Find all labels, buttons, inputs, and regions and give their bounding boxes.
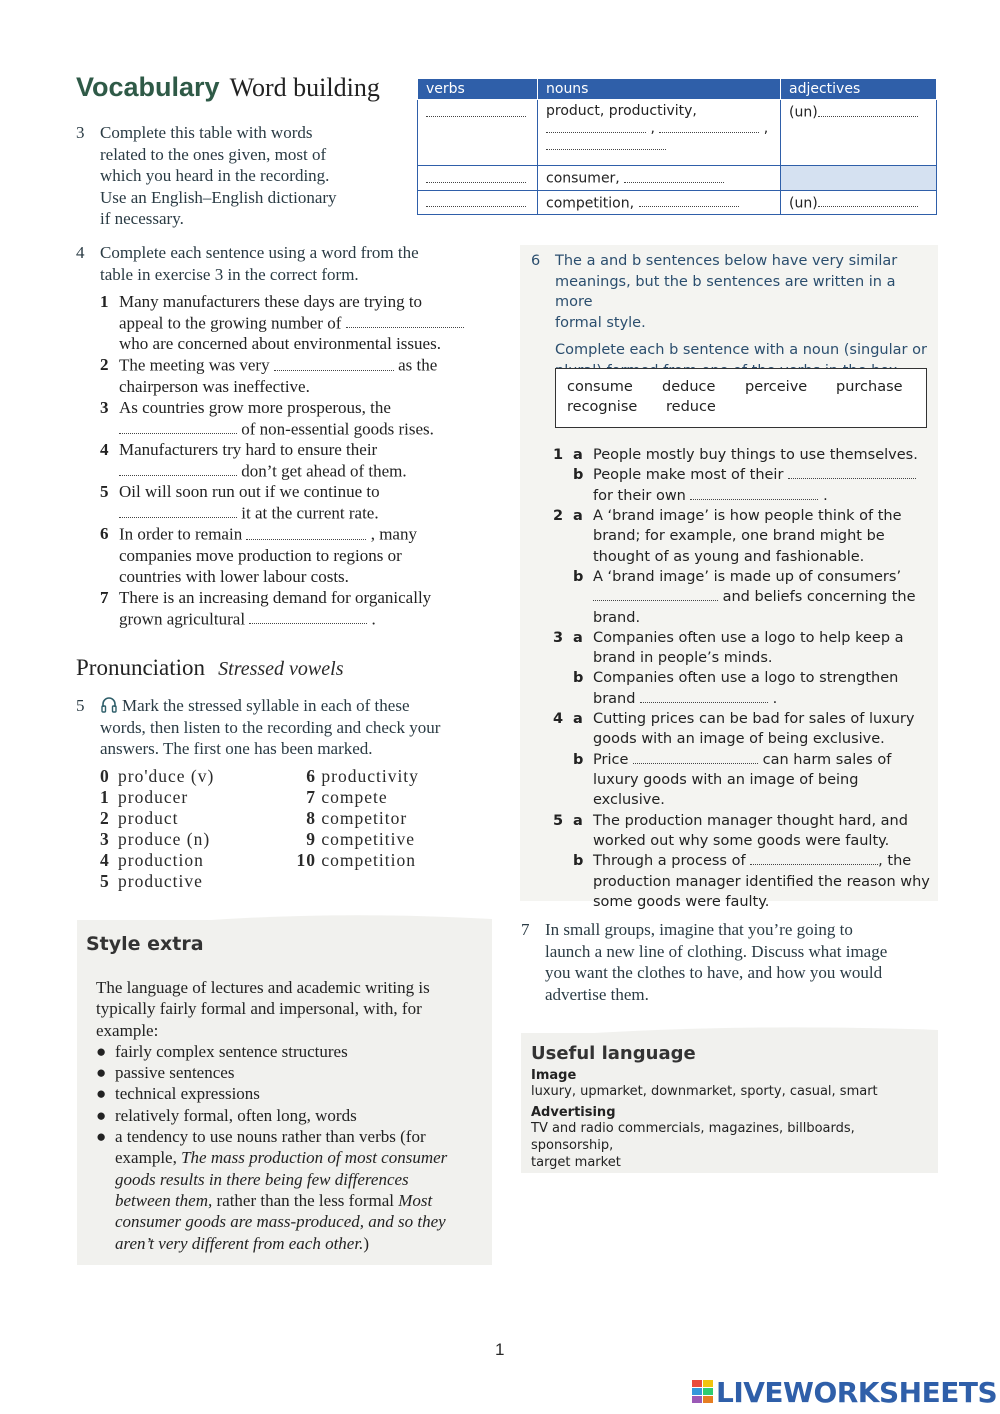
exercise-7: 7 In small groups, imagine that you’re going to launch a new line of clothing. Discuss what image you want the clothes to have, and how you would advertise them.	[521, 920, 888, 1004]
pronunciation-heading: Pronunciation Stressed vowels	[76, 655, 344, 680]
answer-blank[interactable]	[633, 750, 758, 764]
vocabulary-heading: Vocabulary	[76, 72, 220, 102]
style-extra-body: The language of lectures and academic writing is typically fairly formal and impersonal, with, for example: ● fairly complex sentence structures ● passive sentences ● technical expressions ● relatively formal, often long, words ● a tendency to use nouns rather than verbs (for example, The mass production of most consumer goods results in there being few differences between them, rather than the less formal Most consumer goods are mass-produced, and so they aren’t very different from each other.)	[96, 977, 486, 1254]
answer-blank[interactable]	[593, 587, 718, 601]
answer-blank[interactable]	[119, 502, 237, 518]
answer-blank[interactable]	[249, 608, 367, 624]
exercise-6-items	[553, 445, 933, 912]
exercise-6-intro: 6 The a and b sentences below have very similar meanings, but the b sentences are written in a more formal style. Complete each b sentence with a noun (singular or	[531, 253, 927, 358]
list-item: b Companies often use a logo to strengthen brand .	[573, 670, 899, 707]
word-list-right	[288, 766, 419, 871]
exercise-4: 4 Complete each sentence using a word from the table in exercise 3 in the correct form.	[76, 243, 419, 284]
panel-curl-decoration	[77, 905, 492, 935]
liveworksheets-logo-icon	[692, 1380, 714, 1404]
list-item: 2 a A ‘brand image’ is how people think of the brand; for example, one brand might be thought of as young and fashionable.	[553, 507, 902, 565]
answer-blank[interactable]	[274, 354, 394, 370]
answer-blank[interactable]	[690, 486, 818, 500]
answer-blank[interactable]	[119, 460, 237, 476]
list-item: 5 a The production manager thought hard, and worked out why some goods were faulty.	[553, 812, 908, 849]
list-item: ● technical expressions	[96, 1084, 260, 1104]
list-item: ● passive sentences	[96, 1063, 235, 1083]
verb-blank-3[interactable]	[418, 190, 538, 215]
headphones-icon	[100, 696, 118, 714]
list-item[interactable]: 5 productive	[100, 871, 203, 891]
noun-blank[interactable]	[546, 119, 646, 133]
instruction-line: related to the ones given, most of	[100, 144, 327, 164]
list-item: ● relatively formal, often long, words	[96, 1105, 357, 1125]
noun-cell-1: product, productivity, , ,	[538, 100, 781, 166]
panel-curl-decoration	[521, 1020, 938, 1040]
word-building-subheading: Word building	[229, 73, 380, 102]
useful-language-body: Useful language Image luxury, upmarket, downmarket, sporty, casual, smart Advertising TV and radio commercials, magazines, billboards, sponsorship, target market	[531, 1043, 931, 1171]
instruction-line: Complete this table with words	[100, 123, 313, 142]
list-item: 3 As countries grow more prosperous, the of non-essential goods rises.	[100, 397, 434, 438]
answer-blank[interactable]	[246, 523, 366, 539]
list-item: ● fairly complex sentence structures	[96, 1041, 348, 1061]
list-item[interactable]: 9 competitive	[306, 829, 415, 849]
list-item: b A ‘brand image’ is made up of consumers’ and beliefs concerning the brand.	[573, 568, 916, 626]
exercise-number: 5	[76, 696, 85, 715]
answer-blank[interactable]	[788, 465, 916, 479]
list-item: 1 a People mostly buy things to use themselves.	[553, 447, 918, 463]
style-extra-title: Style extra	[86, 933, 204, 955]
header-verbs: verbs	[418, 79, 538, 100]
word-box-item: perceive	[745, 379, 808, 395]
list-item: 4 Manufacturers try hard to ensure their don’t get ahead of them.	[100, 439, 407, 481]
exercise-4-items	[100, 291, 490, 629]
word-list-left	[100, 766, 214, 892]
noun-blank[interactable]	[546, 137, 666, 151]
adjective-cell-2-shaded	[781, 166, 937, 191]
word-box-item: deduce	[662, 379, 716, 395]
list-item[interactable]: 1 producer	[100, 787, 189, 807]
instruction-line: Use an English–English dictionary	[100, 187, 337, 207]
verb-blank-2[interactable]	[418, 166, 538, 191]
answer-blank[interactable]	[346, 312, 464, 328]
word-box-item: purchase	[836, 379, 903, 395]
adjective-cell-1[interactable]: (un)	[781, 100, 937, 166]
list-item: 7 There is an increasing demand for organically grown agricultural .	[100, 587, 432, 629]
list-item[interactable]: 3 produce (n)	[100, 829, 211, 849]
noun-cell-3[interactable]: competition,	[538, 190, 781, 215]
list-item: 1 Many manufacturers these days are trying to appeal to the growing number of who are concerned about environmental issues.	[100, 291, 490, 354]
word-box-item: reduce	[666, 399, 716, 415]
list-item: 4 a Cutting prices can be bad for sales of luxury goods with an image of being exclusive.	[553, 711, 915, 748]
list-item[interactable]: 7 compete	[306, 787, 388, 807]
exercise-3	[76, 122, 396, 230]
instruction-line: which you heard in the recording.	[100, 166, 330, 185]
list-item[interactable]: 6 productivity	[306, 766, 419, 786]
page-number: 1	[495, 1340, 505, 1359]
list-item: b Through a process of , the production manager identified the reason why some goods were faulty.	[573, 853, 930, 910]
word-box-item: consume	[567, 379, 633, 395]
useful-language-title: Useful language	[531, 1043, 696, 1064]
list-item[interactable]: 8 competitor	[306, 808, 408, 828]
noun-blank[interactable]	[659, 119, 759, 133]
list-item: 5 Oil will soon run out if we continue to it at the current rate.	[100, 482, 380, 523]
list-item: 3 a Companies often use a logo to help keep a brand in people’s minds.	[553, 629, 904, 667]
list-item[interactable]: 10 competition	[296, 850, 416, 870]
list-item: b Price can harm sales of luxury goods with an image of being exclusive.	[573, 751, 892, 809]
noun-cell-2[interactable]: consumer,	[538, 166, 781, 191]
exercise-number: 6	[531, 253, 541, 269]
exercise-number: 4	[76, 243, 85, 262]
list-item: 6 In order to remain , many companies move production to regions or countries with lower labour costs.	[100, 524, 417, 586]
verb-word-box	[555, 368, 927, 428]
list-item[interactable]: 2 product	[100, 808, 179, 828]
section-title	[76, 72, 380, 103]
exercise-number: 3	[76, 123, 85, 142]
answer-blank[interactable]	[640, 689, 768, 703]
list-item: 2 The meeting was very as the chairperson was ineffective.	[100, 355, 438, 396]
word-box-item: recognise	[567, 399, 638, 415]
list-item[interactable]: 4 production	[100, 850, 204, 870]
exercise-5: 5 Mark the stressed syllable in each of these words, then listen to the recording and check your answers. The first one has been marked.	[76, 696, 441, 758]
word-building-table	[417, 79, 937, 215]
instruction-line: if necessary.	[100, 209, 184, 228]
adjective-cell-3[interactable]: (un)	[781, 190, 937, 215]
header-nouns: nouns	[538, 79, 781, 100]
exercise-number: 7	[521, 920, 530, 939]
verb-blank-1[interactable]	[418, 100, 538, 166]
header-adjectives: adjectives	[781, 79, 937, 100]
liveworksheets-logo: LIVEWORKSHEETS	[716, 1376, 998, 1409]
list-item[interactable]: 0 pro'duce (v)	[100, 766, 215, 786]
answer-blank[interactable]	[750, 851, 878, 865]
answer-blank[interactable]	[119, 418, 237, 434]
list-item: ● a tendency to use nouns rather than verbs (for example, The mass production of most consumer goods results in there being few differences between them, rather than the less formal Most consumer goods are mass-produced, and so they aren’t very different from each other.)	[96, 1127, 448, 1253]
list-item: b People make most of their for their own .	[553, 465, 933, 506]
